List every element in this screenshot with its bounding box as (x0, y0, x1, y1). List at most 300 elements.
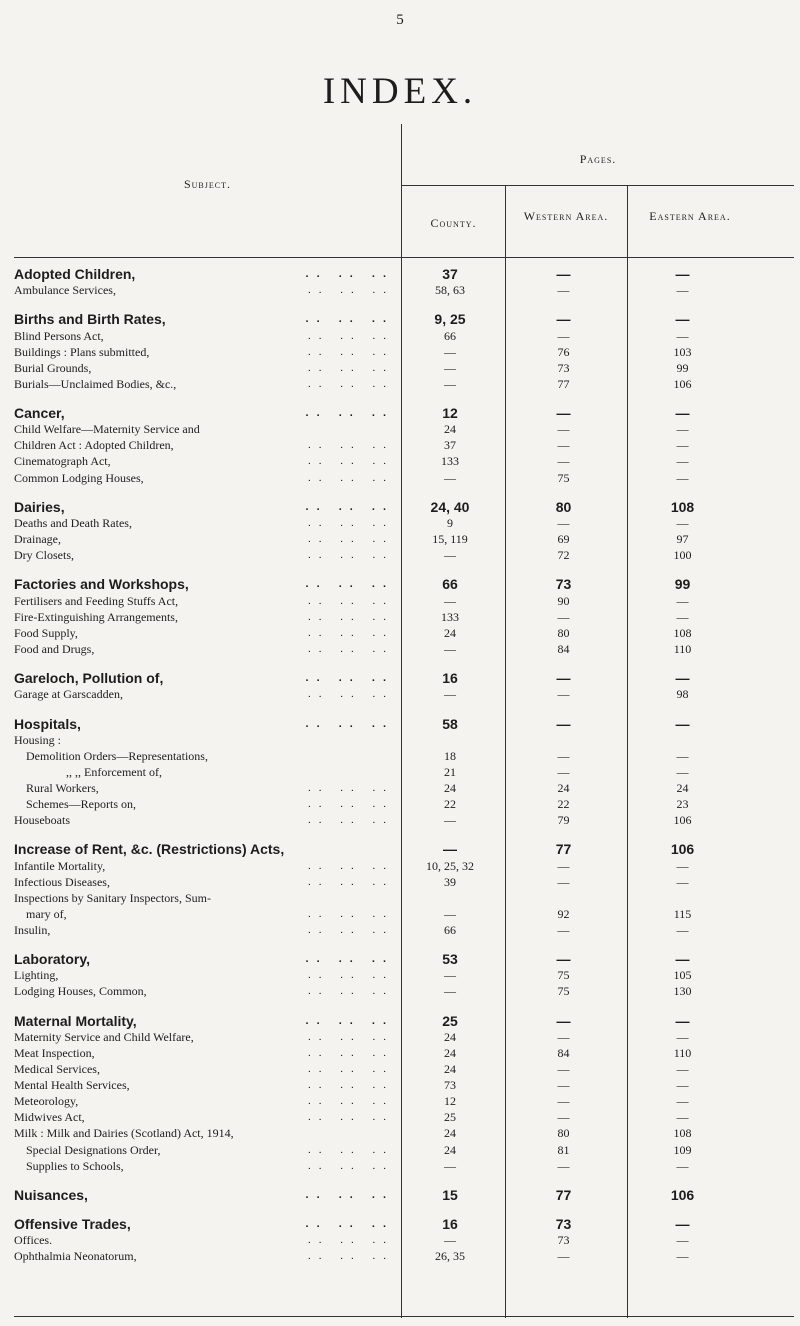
index-row (14, 733, 794, 747)
leader-dots: .. .. .. (308, 1030, 394, 1043)
leader-dots: .. .. .. (308, 377, 394, 390)
county-page: 12 (442, 405, 458, 422)
leader-dots: .. .. .. (308, 859, 394, 872)
subject-text: Ambulance Services, (14, 283, 116, 298)
subject-text: Adopted Children, (14, 266, 136, 282)
subject-text: Food and Drugs, (14, 641, 95, 656)
pages-subheader-rule (402, 185, 794, 186)
western-page: 90 (557, 593, 570, 608)
leader-dots: .. .. .. (305, 672, 394, 685)
subject-text: Medical Services, (14, 1062, 100, 1076)
index-heading-row (14, 312, 794, 326)
subject-text: Midwives Act, (14, 1110, 85, 1125)
county-page: 66 (442, 576, 458, 593)
leader-dots: .. .. .. (308, 471, 394, 484)
eastern-page: 106 (670, 841, 695, 858)
county-page: — (444, 984, 456, 999)
county-page: — (444, 470, 456, 485)
eastern-page: 100 (673, 548, 692, 563)
subject-text: Buildings : Plans submitted, (14, 344, 150, 359)
county-page: 16 (442, 1216, 458, 1233)
subject-text: Maternal Mortality, (14, 1012, 137, 1029)
eastern-page: 106 (673, 813, 692, 828)
table-bottom-rule (14, 1316, 794, 1317)
western-page: — (556, 715, 571, 732)
subject-text: Births and Birth Rates, (14, 311, 166, 328)
leader-dots: .. .. .. (308, 1143, 394, 1156)
eastern-page: 108 (673, 625, 692, 640)
western-page: 24 (557, 780, 570, 795)
subject-text: Burial Grounds, (14, 360, 92, 375)
eastern-page: — (676, 515, 689, 530)
subject-text: Gareloch, Pollution of, (14, 670, 164, 687)
eastern-page: — (676, 422, 689, 437)
western-page: 73 (557, 1233, 570, 1248)
western-page: — (557, 454, 570, 469)
western-page: 73 (555, 576, 572, 593)
index-row (14, 594, 794, 608)
leader-dots: .. .. .. (305, 1188, 394, 1201)
index-row (14, 797, 794, 811)
index-row (14, 1094, 794, 1108)
leader-dots: .. .. .. (305, 1014, 394, 1027)
subject-text: Rural Workers, (26, 780, 99, 795)
county-page: 37 (444, 438, 456, 453)
subject-text: Milk : Milk and Dairies (Scotland) Act, 1914, (14, 1126, 234, 1141)
subject-text: Deaths and Death Rates, (14, 515, 132, 530)
county-page: — (444, 687, 456, 702)
subject-text: Schemes—Reports on, (26, 797, 136, 811)
county-page: 18 (444, 748, 456, 763)
subject-text: Houseboats (14, 813, 70, 828)
western-page: 76 (557, 344, 570, 359)
leader-dots: .. .. .. (308, 875, 394, 888)
index-row (14, 813, 794, 827)
county-page: — (444, 1158, 456, 1173)
western-page: — (557, 1078, 570, 1093)
index-heading-row (14, 1217, 794, 1231)
index-row (14, 438, 794, 452)
index-row (14, 642, 794, 656)
leader-dots: .. .. .. (308, 1063, 394, 1075)
index-row (14, 1110, 794, 1124)
county-page: 16 (442, 670, 458, 687)
index-row (14, 283, 794, 297)
subject-text: Factories and Workshops, (14, 576, 189, 593)
county-page: — (444, 968, 456, 983)
index-row (14, 891, 794, 905)
western-page: — (557, 1094, 570, 1109)
index-row (14, 1030, 794, 1044)
county-page: 22 (444, 797, 456, 811)
index-row (14, 907, 794, 921)
county-page: — (444, 906, 456, 921)
western-page: — (557, 687, 570, 702)
county-page: — (444, 360, 456, 375)
eastern-page: 103 (673, 344, 692, 359)
subject-text: mary of, (26, 906, 67, 921)
county-page: — (444, 641, 456, 656)
eastern-page: — (676, 283, 689, 298)
leader-dots: .. .. .. (308, 1095, 394, 1108)
western-page: 75 (557, 470, 570, 485)
county-page: — (444, 593, 456, 608)
leader-dots: .. .. .. (308, 1079, 394, 1092)
eastern-page: — (676, 593, 689, 608)
index-row (14, 1046, 794, 1060)
index-heading-row (14, 267, 794, 281)
index-row (14, 1233, 794, 1247)
eastern-page: 108 (670, 498, 695, 515)
eastern-page: — (676, 1078, 689, 1093)
subject-text: Lighting, (14, 968, 59, 983)
subject-text: Maternity Service and Child Welfare, (14, 1029, 194, 1044)
subject-text: Demolition Orders—Representations, (26, 748, 208, 763)
western-page: 22 (557, 797, 570, 811)
index-row (14, 875, 794, 889)
county-page: 21 (444, 764, 456, 779)
eastern-page: — (676, 609, 689, 624)
subject-text: Child Welfare—Maternity Service and (14, 422, 200, 437)
index-row (14, 377, 794, 391)
western-page: 79 (557, 813, 570, 828)
index-row (14, 1249, 794, 1263)
county-page: 9, 25 (434, 311, 466, 328)
leader-dots: .. .. .. (308, 439, 394, 452)
eastern-page: — (676, 1158, 689, 1173)
subject-text: Cinematograph Act, (14, 454, 111, 469)
index-heading-row (14, 952, 794, 966)
eastern-page: — (676, 858, 689, 873)
western-page: — (557, 1029, 570, 1044)
leader-dots: .. .. .. (308, 985, 394, 998)
eastern-page: 106 (673, 376, 692, 391)
western-page: — (556, 311, 571, 328)
eastern-page: — (676, 470, 689, 485)
county-page: 24 (444, 780, 456, 795)
subject-text: Housing : (14, 732, 62, 747)
eastern-page: — (676, 454, 689, 469)
index-heading-row (14, 500, 794, 514)
county-page: 25 (442, 1012, 458, 1029)
eastern-page: — (675, 311, 690, 328)
county-page: 73 (444, 1078, 456, 1093)
western-page: — (557, 609, 570, 624)
county-page: 24, 40 (430, 498, 470, 515)
index-row (14, 516, 794, 530)
index-heading-row (14, 671, 794, 685)
eastern-page: 115 (673, 906, 692, 921)
leader-dots: .. .. .. (308, 594, 394, 607)
index-row (14, 923, 794, 937)
eastern-page: — (676, 328, 689, 343)
leader-dots: .. .. .. (305, 268, 394, 280)
western-page: — (556, 1012, 571, 1029)
subject-text: Fertilisers and Feeding Stuffs Act, (14, 593, 179, 608)
leader-dots: .. .. .. (308, 549, 394, 562)
leader-dots: .. .. .. (308, 1159, 394, 1172)
western-page: — (557, 283, 570, 298)
eastern-page: 110 (673, 1045, 692, 1060)
western-page: — (557, 515, 570, 530)
eastern-page: — (675, 670, 690, 687)
index-row (14, 687, 794, 701)
county-page: 66 (444, 328, 456, 343)
western-page: — (556, 266, 571, 282)
county-page: 15 (442, 1186, 458, 1203)
index-heading-row (14, 717, 794, 731)
page-title: INDEX. (322, 71, 478, 112)
western-page: 75 (557, 984, 570, 999)
western-page: 80 (557, 1126, 570, 1141)
leader-dots: .. .. .. (305, 407, 394, 420)
subject-text: Infantile Mortality, (14, 858, 106, 873)
county-page: 24 (444, 422, 456, 437)
eastern-page: 105 (673, 968, 692, 983)
county-page: 9 (447, 515, 453, 530)
subject-text: Nuisances, (14, 1186, 88, 1203)
eastern-page: 24 (676, 780, 689, 795)
leader-dots: .. .. .. (308, 814, 394, 827)
leader-dots: .. .. .. (308, 1111, 394, 1124)
leader-dots: .. .. .. (305, 717, 394, 730)
leader-dots: .. .. .. (305, 313, 394, 326)
eastern-page: — (676, 1094, 689, 1109)
county-page: 24 (444, 625, 456, 640)
subject-text: Fire-Extinguishing Arrangements, (14, 609, 178, 624)
leader-dots: .. .. .. (308, 781, 394, 794)
county-page: 53 (442, 951, 458, 968)
leader-dots: .. .. .. (305, 500, 394, 513)
index-row (14, 329, 794, 343)
index-row (14, 532, 794, 546)
eastern-page: 99 (674, 576, 691, 593)
western-page: — (557, 922, 570, 937)
leader-dots: .. .. .. (308, 642, 394, 655)
leader-dots: .. .. .. (308, 1250, 394, 1263)
county-page: — (444, 548, 456, 563)
western-page: — (557, 422, 570, 437)
eastern-page: — (675, 715, 690, 732)
leader-dots: .. .. .. (308, 345, 394, 358)
index-row (14, 422, 794, 436)
subject-text: Lodging Houses, Common, (14, 984, 147, 999)
subject-text: Increase of Rent, &c. (Restrictions) Acts, (14, 841, 285, 858)
subject-text: Meat Inspection, (14, 1045, 95, 1060)
western-page: 77 (557, 376, 570, 391)
subject-text: Drainage, (14, 532, 61, 546)
western-page: — (557, 438, 570, 453)
western-page: 72 (557, 548, 570, 563)
subject-text: Insulin, (14, 922, 51, 937)
county-page: 25 (444, 1110, 456, 1125)
eastern-page: 109 (673, 1142, 692, 1157)
subject-text: Burials—Unclaimed Bodies, &c., (14, 376, 177, 391)
subject-text: Meteorology, (14, 1094, 79, 1109)
index-heading-row (14, 1014, 794, 1028)
eastern-page: — (676, 764, 689, 779)
subject-text: Cancer, (14, 405, 65, 422)
eastern-page: 98 (676, 687, 689, 702)
county-page: — (444, 1233, 456, 1248)
index-row (14, 361, 794, 375)
index-row (14, 1078, 794, 1092)
western-page: — (557, 874, 570, 889)
eastern-page: — (675, 1012, 690, 1029)
leader-dots: .. .. .. (308, 798, 394, 810)
index-row (14, 1159, 794, 1173)
eastern-page: — (675, 266, 690, 282)
eastern-page: — (675, 1216, 690, 1233)
subject-text: Offensive Trades, (14, 1216, 131, 1233)
leader-dots: .. .. .. (308, 907, 394, 920)
leader-dots: .. .. .. (308, 688, 394, 701)
subject-header: Subject. (183, 177, 231, 191)
eastern-page: — (676, 438, 689, 453)
county-page: 66 (444, 922, 456, 937)
leader-dots: .. .. .. (308, 1046, 394, 1059)
county-page: 24 (444, 1062, 456, 1076)
county-page: 10, 25, 32 (426, 858, 474, 873)
county-page: — (444, 813, 456, 828)
western-page: 73 (557, 360, 570, 375)
county-page: — (444, 376, 456, 391)
leader-dots: .. .. .. (308, 610, 394, 623)
index-heading-row (14, 406, 794, 420)
page-number: 5 (396, 12, 404, 28)
index-heading-row (14, 842, 794, 856)
county-page: 58, 63 (435, 283, 465, 298)
index-row (14, 345, 794, 359)
subject-text: Children Act : Adopted Children, (14, 438, 174, 453)
eastern-page: — (676, 1029, 689, 1044)
western-page: — (557, 748, 570, 763)
western-page: 81 (557, 1142, 570, 1157)
county-page: 37 (442, 266, 458, 282)
county-page: — (443, 841, 457, 858)
subject-text: Mental Health Services, (14, 1078, 130, 1093)
county-page: 58 (442, 715, 458, 732)
eastern-page: — (675, 405, 690, 422)
header-bottom-rule (14, 257, 794, 258)
leader-dots: .. .. .. (308, 516, 394, 529)
eastern-page: — (675, 951, 690, 968)
western-page: 80 (557, 625, 570, 640)
index-row (14, 471, 794, 485)
county-page: 15, 119 (432, 532, 468, 546)
eastern-page: 97 (676, 532, 689, 546)
subject-text: Infectious Diseases, (14, 874, 110, 889)
western-page: 69 (557, 532, 570, 546)
subject-text: Food Supply, (14, 625, 78, 640)
western-page: 80 (555, 498, 572, 515)
subject-text: Garage at Garscadden, (14, 687, 123, 702)
western-page: 84 (557, 641, 570, 656)
eastern-page: — (676, 1249, 689, 1264)
county-page: 24 (444, 1029, 456, 1044)
subject-text: Dry Closets, (14, 548, 74, 563)
subject-text: Hospitals, (14, 715, 81, 732)
index-row (14, 1062, 794, 1076)
county-page: 133 (441, 454, 459, 469)
western-page: — (557, 1110, 570, 1125)
western-page: 84 (557, 1045, 570, 1060)
index-row (14, 749, 794, 763)
index-row (14, 1143, 794, 1157)
subject-text: Laboratory, (14, 951, 90, 968)
eastern-page: — (676, 1110, 689, 1125)
western-page: — (557, 1249, 570, 1264)
index-row (14, 781, 794, 795)
eastern-page: — (676, 1233, 689, 1248)
eastern-page: 23 (676, 797, 689, 811)
eastern-page: — (676, 874, 689, 889)
leader-dots: .. .. .. (305, 1218, 394, 1231)
index-row (14, 1126, 794, 1140)
leader-dots: .. .. .. (305, 578, 394, 591)
eastern-page: 130 (673, 984, 692, 999)
leader-dots: .. .. .. (308, 1234, 394, 1247)
county-page: 133 (441, 609, 459, 624)
leader-dots: .. .. .. (308, 361, 394, 374)
county-page: 24 (444, 1126, 456, 1141)
index-row (14, 610, 794, 624)
index-heading-row (14, 1188, 794, 1202)
eastern-page: 108 (673, 1126, 692, 1141)
subject-text: Common Lodging Houses, (14, 470, 144, 485)
leader-dots: .. .. .. (308, 626, 394, 639)
county-page: 26, 35 (435, 1249, 465, 1264)
leader-dots: .. .. .. (305, 953, 394, 966)
index-row (14, 626, 794, 640)
western-page: — (557, 764, 570, 779)
western-page: — (556, 405, 571, 422)
western-page: — (557, 1062, 570, 1076)
index-row (14, 765, 794, 779)
western-page: — (557, 1158, 570, 1173)
eastern-page: — (676, 748, 689, 763)
leader-dots: .. .. .. (308, 969, 394, 982)
county-page: 24 (444, 1045, 456, 1060)
index-row (14, 984, 794, 998)
western-page: 77 (555, 1186, 572, 1203)
index-row (14, 968, 794, 982)
leader-dots: .. .. .. (308, 923, 394, 936)
index-row (14, 454, 794, 468)
eastern-area-header: Eastern Area. (649, 209, 731, 223)
subject-text: Dairies, (14, 498, 65, 515)
index-row (14, 859, 794, 873)
western-page: 77 (555, 841, 572, 858)
county-page: — (444, 344, 456, 359)
subject-text: Inspections by Sanitary Inspectors, Sum- (14, 890, 211, 905)
subject-text: Offices. (14, 1233, 53, 1248)
subject-text: ,, ,, Enforcement of, (66, 764, 162, 779)
subject-text: Supplies to Schools, (26, 1158, 124, 1173)
leader-dots: .. .. .. (308, 533, 394, 545)
western-page: — (556, 951, 571, 968)
western-page: — (557, 328, 570, 343)
eastern-page: 106 (670, 1186, 695, 1203)
western-page: 75 (557, 968, 570, 983)
eastern-page: — (676, 922, 689, 937)
county-page: 24 (444, 1142, 456, 1157)
leader-dots: .. .. .. (308, 329, 394, 342)
subject-text: Blind Persons Act, (14, 328, 104, 343)
western-area-header: Western Area. (523, 209, 609, 223)
county-header: County. (430, 216, 477, 230)
index-row (14, 548, 794, 562)
